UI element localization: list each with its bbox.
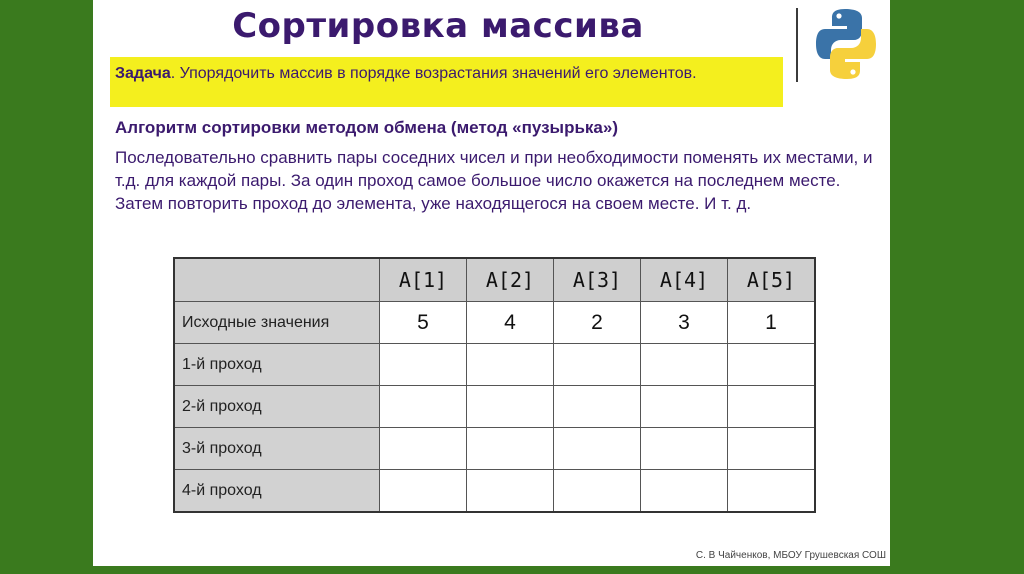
- task-text: [115, 64, 755, 84]
- table-cell: [554, 470, 641, 513]
- table-cell: 3: [641, 302, 728, 344]
- table-cell: [641, 428, 728, 470]
- table-cell: [380, 470, 467, 513]
- slide: [93, 0, 890, 566]
- table-cell: [380, 344, 467, 386]
- row-label: 2-й проход: [174, 386, 380, 428]
- table-cell: [554, 344, 641, 386]
- table-cell: [554, 428, 641, 470]
- sorting-table: [173, 257, 816, 513]
- table-row: [174, 470, 815, 513]
- slide-title: Сортировка массива: [232, 6, 644, 46]
- task-label: Задача: [115, 65, 171, 82]
- table-cell: [641, 386, 728, 428]
- row-label: 1-й проход: [174, 344, 380, 386]
- table-row: [174, 386, 815, 428]
- table-cell: [467, 344, 554, 386]
- table-cell: [728, 386, 816, 428]
- divider-line: [796, 8, 798, 82]
- table-cell: [554, 386, 641, 428]
- column-header: A[4]: [641, 258, 728, 302]
- table-cell: [728, 344, 816, 386]
- table-cell: [467, 386, 554, 428]
- table-cell: [728, 470, 816, 513]
- algorithm-description: Последовательно сравнить пары соседних чисел и при необходимости поменять их местами, и т.д. для каждой пары. За один проход самое большое число окажется на последнем месте. Затем повторить проход до элемента, уже находящегося на своем месте. И т. д.: [115, 148, 873, 213]
- python-logo-icon: [814, 6, 878, 82]
- table-cell: 1: [728, 302, 816, 344]
- table-cell: [380, 428, 467, 470]
- row-label: Исходные значения: [174, 302, 380, 344]
- task-highlight-box: [110, 57, 783, 107]
- algorithm-heading: Алгоритм сортировки методом обмена (метод «пузырька»): [115, 118, 618, 137]
- column-header: A[3]: [554, 258, 641, 302]
- column-header: A[2]: [467, 258, 554, 302]
- table-cell: 2: [554, 302, 641, 344]
- table-row: [174, 428, 815, 470]
- table-cell: [467, 470, 554, 513]
- table-corner-cell: [174, 258, 380, 302]
- task-body: . Упорядочить массив в порядке возрастания значений его элементов.: [170, 65, 697, 82]
- row-label: 4-й проход: [174, 470, 380, 513]
- footer-credit: С. В Чайченков, МБОУ Грушевская СОШ: [695, 550, 886, 561]
- table-row: [174, 302, 815, 344]
- table-row: [174, 344, 815, 386]
- column-header: A[5]: [728, 258, 816, 302]
- table-cell: [380, 386, 467, 428]
- column-header: A[1]: [380, 258, 467, 302]
- table-cell: [641, 470, 728, 513]
- table-cell: 4: [467, 302, 554, 344]
- table-cell: [467, 428, 554, 470]
- table-cell: [728, 428, 816, 470]
- table-cell: [641, 344, 728, 386]
- row-label: 3-й проход: [174, 428, 380, 470]
- table-header-row: [174, 258, 815, 302]
- table-cell: 5: [380, 302, 467, 344]
